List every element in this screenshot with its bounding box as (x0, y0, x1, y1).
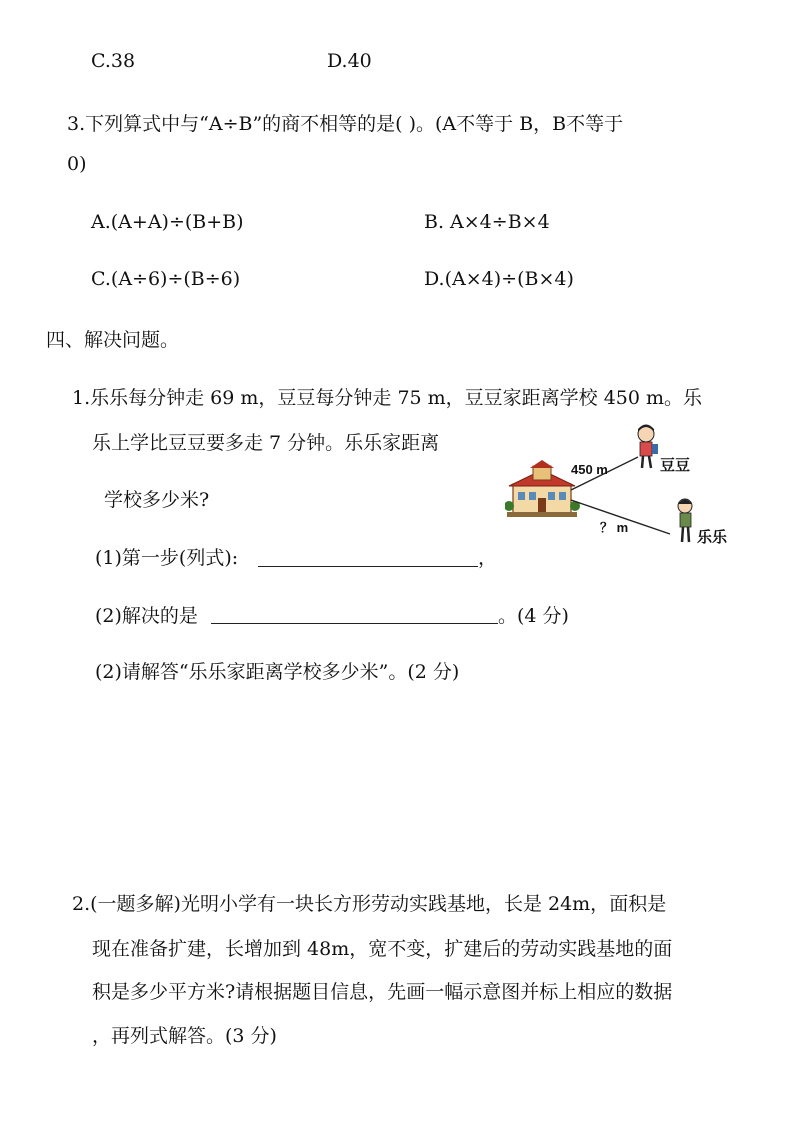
q3-option-a: A.(A+A)÷(B+B) (91, 211, 244, 233)
q3-option-b: B. A×4÷B×4 (424, 211, 550, 233)
p1-sub2-suffix: 。(4 分) (498, 605, 569, 627)
lele-distance-label: ？ m (600, 520, 629, 535)
q2-option-d: D.40 (327, 50, 372, 72)
distance-figure (505, 420, 745, 555)
q2-option-c: C.38 (91, 50, 136, 72)
q3-stem-line2: 0) (67, 153, 87, 175)
p1-sub3: (2)请解答“乐乐家距离学校多少米”。(2 分) (95, 661, 460, 683)
p2-line4: ，再列式解答。(3 分) (92, 1025, 277, 1047)
doudou-distance-label: 450 m (571, 462, 608, 477)
q3-option-d: D.(A×4)÷(B×4) (424, 268, 574, 290)
doudou-name: 豆豆 (660, 457, 691, 474)
school-icon (505, 460, 580, 517)
p1-line1: 1.乐乐每分钟走 69 m，豆豆每分钟走 75 m，豆豆家距离学校 450 m。乐 (72, 387, 703, 409)
doudou-icon (638, 425, 658, 469)
p1-sub2-label: (2)解决的是 (95, 605, 198, 627)
p2-line3: 积是多少平方米?请根据题目信息，先画一幅示意图并标上相应的数据 (92, 981, 673, 1003)
p2-line1: 2.(一题多解)光明小学有一块长方形劳动实践基地，长是 24m，面积是 (72, 893, 667, 915)
p1-sub1-comma: ， (478, 547, 498, 569)
lele-name: 乐乐 (697, 529, 728, 546)
p1-sub1-label: (1)第一步(列式): (95, 547, 239, 569)
p1-sub1-answer-line[interactable] (258, 566, 478, 567)
p1-line3: 学校多少米? (104, 489, 210, 511)
section-heading: 四、解决问题。 (46, 329, 180, 351)
q3-option-c: C.(A÷6)÷(B÷6) (91, 268, 241, 290)
lele-icon (678, 499, 692, 542)
q3-stem-line1: 3.下列算式中与“A÷B”的商不相等的是( )。(A不等于 B，B不等于 (67, 113, 624, 135)
p1-sub2-answer-line[interactable] (211, 623, 498, 624)
p2-line2: 现在准备扩建，长增加到 48m，宽不变，扩建后的劳动实践基地的面 (92, 938, 673, 960)
p1-line2: 乐上学比豆豆要多走 7 分钟。乐乐家距离 (92, 432, 440, 454)
